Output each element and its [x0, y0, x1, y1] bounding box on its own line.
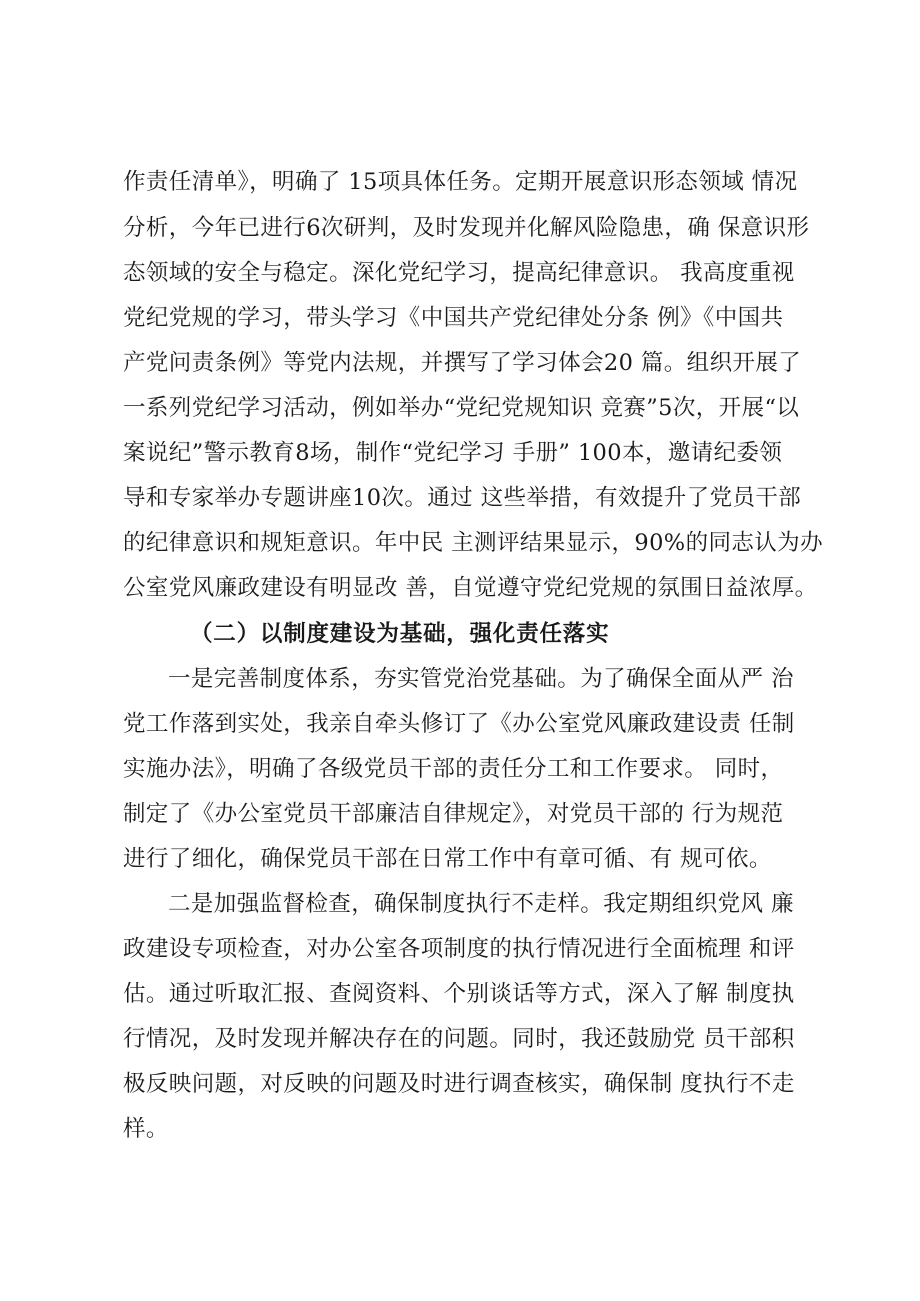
paragraph-line: 行情况，及时发现并解决存在的问题。同时，我还鼓励党 员干部积 — [123, 1026, 795, 1052]
section-heading: （二）以制度建设为基础，强化责任落实 — [190, 621, 610, 647]
paragraph-line: 估。通过听取汇报、查阅资料、个别谈话等方式，深入了解 制度执 — [123, 981, 795, 1007]
text-line: 的纪律意识和规矩意识。年中民 主测评结果显示，90%的同志认为办 — [123, 530, 823, 556]
text-line: 一系列党纪学习活动，例如举办“党纪党规知识 竞赛”5次，开展“以 — [123, 395, 800, 421]
text-line: 导和专家举办专题讲座10次。通过 这些举措，有效提升了党员干部 — [123, 485, 802, 511]
paragraph-line: 制定了《办公室党员干部廉洁自律规定》，对党员干部的 行为规范 — [123, 801, 784, 827]
text-line: 产党问责条例》等党内法规，并撰写了学习体会20 篇。组织开展了 — [123, 350, 802, 376]
paragraph-line: 政建设专项检查，对办公室各项制度的执行情况进行全面梳理 和评 — [123, 936, 795, 962]
text-line: 态领域的安全与稳定。深化党纪学习，提高纪律意识。 我高度重视 — [123, 260, 795, 286]
paragraph-line: 二是加强监督检查，确保制度执行不走样。我定期组织党风 廉 — [168, 891, 794, 917]
text-line: 案说纪”警示教育8场，制作“党纪学习 手册” 100本，邀请纪委领 — [123, 440, 783, 466]
paragraph-line: 实施办法》，明确了各级党员干部的责任分工和工作要求。 同时， — [123, 756, 784, 782]
text-line: 公室党风廉政建设有明显改 善，自觉遵守党纪党规的氛围日益浓厚。 — [123, 575, 818, 601]
text-line: 分析，今年已进行6次研判，及时发现并化解风险隐患，确 保意识形 — [123, 215, 810, 241]
paragraph-line: 一是完善制度体系，夯实管党治党基础。为了确保全面从严 治 — [168, 666, 794, 692]
text-line: 党纪党规的学习，带头学习《中国共产党纪律处分条 例》《中国共 — [123, 305, 784, 331]
paragraph-line: 党工作落到实处，我亲自牵头修订了《办公室党风廉政建设责 任制 — [123, 711, 795, 737]
paragraph-line: 进行了细化，确保党员干部在日常工作中有章可循、有 规可依。 — [123, 846, 772, 872]
text-line: 作责任清单》，明确了 15项具体任务。定期开展意识形态领域 情况 — [123, 169, 798, 195]
paragraph-line: 样。 — [123, 1116, 169, 1142]
paragraph-line: 极反映问题，对反映的问题及时进行调查核实，确保制 度执行不走 — [123, 1071, 795, 1097]
